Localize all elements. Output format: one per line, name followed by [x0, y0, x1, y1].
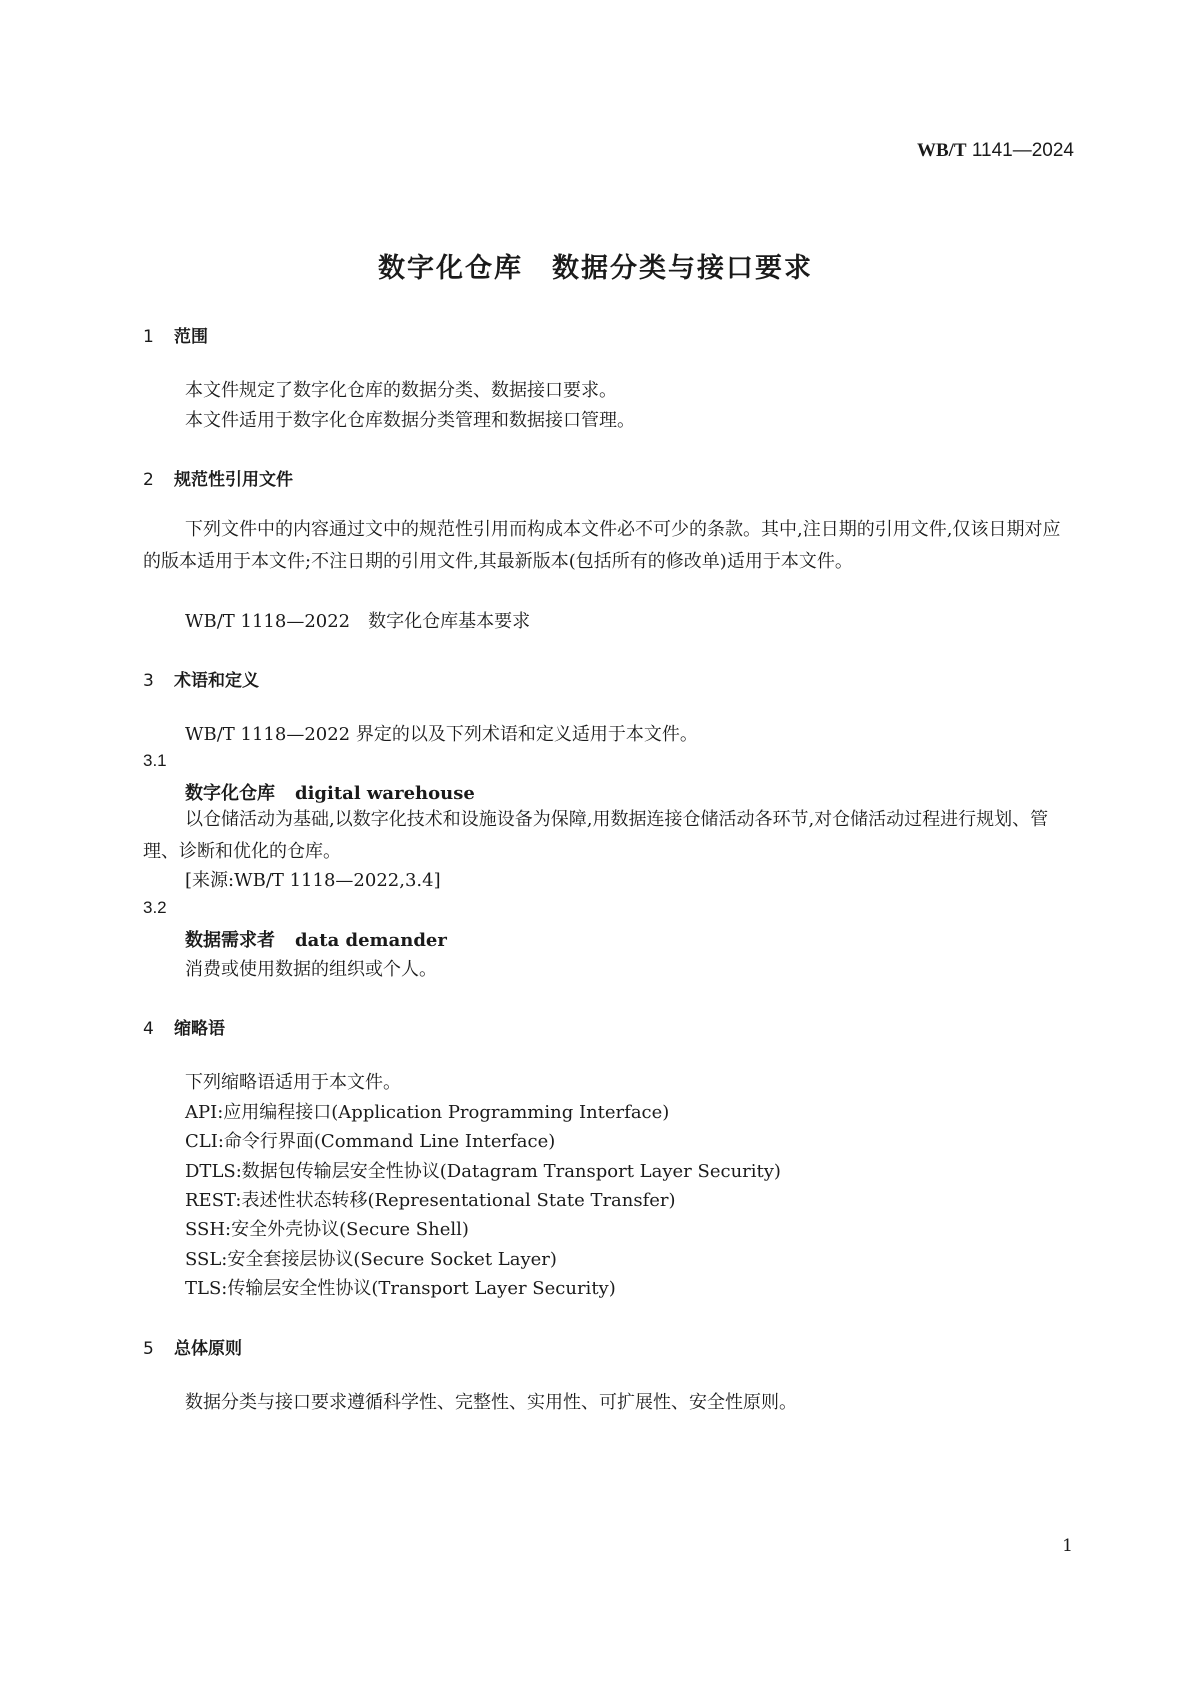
general-principles-paragraph: 数据分类与接口要求遵循科学性、完整性、实用性、可扩展性、安全性原则。: [185, 1392, 797, 1413]
term-3-2-number: 3.2: [143, 898, 167, 917]
abbreviation-item: CLI:命令行界面(Command Line Interface): [185, 1131, 556, 1152]
term-chinese: 数字化仓库: [185, 783, 275, 804]
section-2-heading: [143, 465, 293, 490]
section-4-heading: [143, 1014, 225, 1039]
section-5-heading: [143, 1334, 242, 1359]
terms-intro: WB/T 1118—2022 界定的以及下列术语和定义适用于本文件。: [185, 724, 698, 745]
abbreviation-item: SSL:安全套接层协议(Secure Socket Layer): [185, 1249, 557, 1270]
section-number: 5: [143, 1339, 154, 1359]
standard-code: [917, 140, 1074, 162]
term-english: data demander: [295, 930, 447, 951]
document-title: 数字化仓库 数据分类与接口要求: [378, 253, 813, 284]
normative-references-paragraph: 下列文件中的内容通过文中的规范性引用而构成本文件必不可少的条款。其中,注日期的引用文件,仅该日期对应的版本适用于本文件;不注日期的引用文件,其最新版本(包括所有的修改单)适用于本文件。: [143, 519, 1061, 572]
scope-paragraph-1: 本文件规定了数字化仓库的数据分类、数据接口要求。: [185, 380, 617, 401]
abbreviations-intro: 下列缩略语适用于本文件。: [185, 1072, 401, 1093]
section-title: 总体原则: [174, 1339, 242, 1359]
section-number: 2: [143, 470, 154, 490]
section-title: 范围: [174, 327, 208, 347]
abbreviation-item: SSH:安全外壳协议(Secure Shell): [185, 1219, 469, 1240]
section-3-heading: [143, 666, 259, 691]
term-3-1-source: [来源:WB/T 1118—2022,3.4]: [185, 870, 441, 891]
abbreviation-item: TLS:传输层安全性协议(Transport Layer Security): [185, 1278, 616, 1299]
abbreviation-item: API:应用编程接口(Application Programming Interface): [185, 1102, 670, 1123]
term-3-1-number: 3.1: [143, 751, 167, 770]
abbreviation-item: REST:表述性状态转移(Representational State Transfer): [185, 1190, 676, 1211]
scope-paragraph-2: 本文件适用于数字化仓库数据分类管理和数据接口管理。: [185, 410, 635, 431]
standard-prefix: WB/T: [916, 140, 967, 161]
term-3-2-definition: 消费或使用数据的组织或个人。: [185, 959, 437, 980]
term-3-1-definition: 以仓储活动为基础,以数字化技术和设施设备为保障,用数据连接仓储活动各环节,对仓储活动过程进行规划、管理、诊断和优化的仓库。: [143, 809, 1049, 862]
page-number: 1: [1062, 1536, 1073, 1556]
term-english: digital warehouse: [295, 783, 475, 804]
section-number: 3: [143, 671, 154, 691]
section-number: 4: [143, 1019, 154, 1039]
standard-number: 1141—2024: [971, 140, 1074, 161]
section-number: 1: [143, 327, 154, 347]
term-chinese: 数据需求者: [185, 930, 275, 951]
abbreviation-item: DTLS:数据包传输层安全性协议(Datagram Transport Layer Security): [185, 1161, 781, 1182]
normative-reference-item: WB/T 1118—2022 数字化仓库基本要求: [185, 611, 531, 632]
section-title: 规范性引用文件: [174, 470, 293, 490]
section-title: 术语和定义: [174, 671, 259, 691]
term-3-1-heading: [185, 779, 475, 805]
section-1-heading: [143, 322, 208, 347]
term-3-2-heading: [185, 926, 447, 952]
section-title: 缩略语: [174, 1019, 225, 1039]
